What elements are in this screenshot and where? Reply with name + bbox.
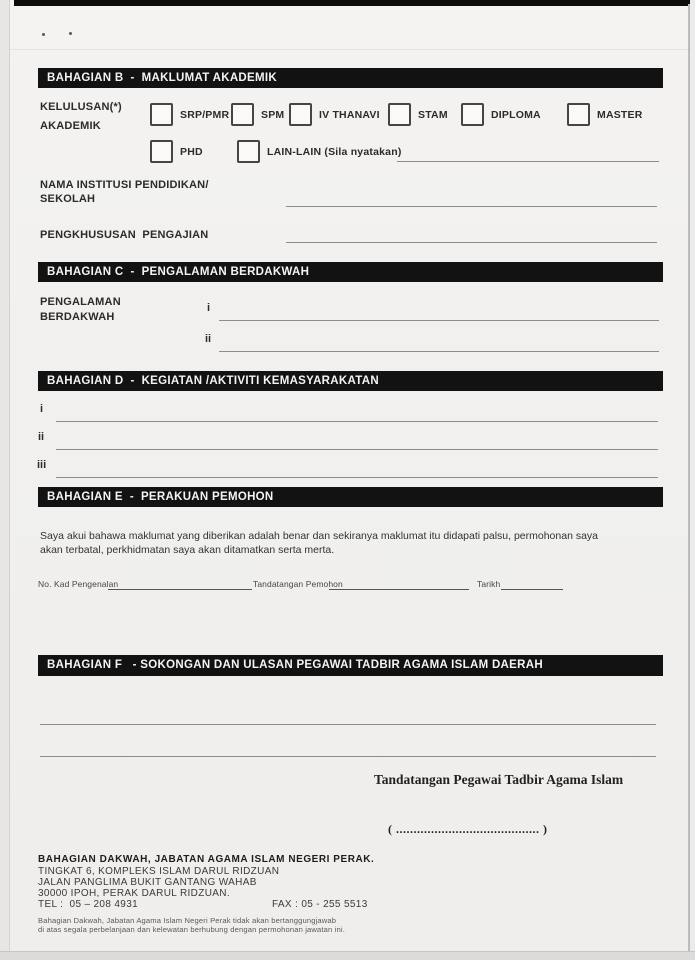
checkbox-label: SRP/PMR <box>180 108 230 121</box>
checkbox-label: STAM <box>418 108 448 121</box>
footer-tel: TEL : 05 – 208 4931 <box>38 899 139 910</box>
pengalaman-label: PENGALAMAN <box>40 296 121 308</box>
section-d-header: BAHAGIAN D - KEGIATAN /AKTIVITI KEMASYARAKATAN <box>38 371 663 391</box>
checkbox-item-master <box>567 103 643 126</box>
checkbox-stam[interactable] <box>388 103 411 126</box>
kelulusan-label: KELULUSAN(*) <box>40 101 122 113</box>
pengkhususan-write-line[interactable] <box>286 242 657 243</box>
checkbox-label: SPM <box>261 108 285 121</box>
item-numeral: i <box>207 302 211 314</box>
checkbox-label: LAIN-LAIN (Sila nyatakan) <box>267 145 402 158</box>
applicant-signature-label: Tandatangan Pemohon <box>253 579 343 589</box>
footer-disclaimer-line1: Bahagian Dakwah, Jabatan Agama Islam Negeri Perak tidak akan bertanggungjawab <box>38 916 337 925</box>
officer-signature-dotted-name: ( ......................................... ) <box>388 822 548 836</box>
scan-artifact-dot <box>69 32 72 35</box>
checkbox-label: PHD <box>180 145 203 158</box>
footer-address-line3: 30000 IPOH, PERAK DARUL RIDZUAN. <box>38 888 230 899</box>
checkbox-item-stam <box>388 103 448 126</box>
ic-number-write-line[interactable] <box>108 589 252 590</box>
checkbox-item-srp-pmr <box>150 103 229 126</box>
pengkhususan-label: PENGKHUSUSAN PENGAJIAN <box>40 229 209 241</box>
sokongan-write-line-2[interactable] <box>40 756 656 757</box>
footer-org-name: BAHAGIAN DAKWAH, JABATAN AGAMA ISLAM NEGERI PERAK. <box>38 854 375 865</box>
kegiatan-write-line-i[interactable] <box>56 421 658 422</box>
scan-edge-line <box>688 4 690 960</box>
scan-streak <box>10 49 690 50</box>
checkbox-phd[interactable] <box>150 140 173 163</box>
nama-institusi-label: NAMA INSTITUSI PENDIDIKAN/ <box>40 179 209 191</box>
checkbox-item-phd <box>150 140 203 163</box>
scan-edge-left <box>0 0 10 960</box>
item-numeral: ii <box>205 333 212 345</box>
scan-artifact-dot <box>42 33 45 36</box>
item-numeral: i <box>40 403 44 415</box>
pengalaman-write-line-ii[interactable] <box>219 351 659 352</box>
pengalaman-write-line-i[interactable] <box>219 320 659 321</box>
scan-edge-right <box>690 0 695 960</box>
section-c-header: BAHAGIAN C - PENGALAMAN BERDAKWAH <box>38 262 663 282</box>
checkbox-label: DIPLOMA <box>491 108 541 121</box>
checkbox-item-iv-thanavi <box>289 103 380 126</box>
sokongan-write-line-1[interactable] <box>40 724 656 725</box>
applicant-signature-write-line[interactable] <box>329 589 469 590</box>
officer-signature-caption: Tandatangan Pegawai Tadbir Agama Islam <box>374 772 624 787</box>
checkbox-iv-thanavi[interactable] <box>289 103 312 126</box>
date-label: Tarikh <box>477 579 501 589</box>
footer-disclaimer-line2: di atas segala perbelanjaan dan kelewatan berhubung dengan permohonan jawatan ini. <box>38 925 345 934</box>
footer-fax: FAX : 05 - 255 5513 <box>272 899 368 910</box>
section-e-header: BAHAGIAN E - PERAKUAN PEMOHON <box>38 487 663 507</box>
lain-lain-write-line[interactable] <box>397 161 659 162</box>
footer-address-line2: JALAN PANGLIMA BUKIT GANTANG WAHAB <box>38 877 257 888</box>
ic-number-label: No. Kad Pengenalan <box>38 579 119 589</box>
checkbox-spm[interactable] <box>231 103 254 126</box>
footer-address-line1: TINGKAT 6, KOMPLEKS ISLAM DARUL RIDZUAN <box>38 866 280 877</box>
declaration-text-line2: akan terbatal, perkhidmatan saya akan ditamatkan serta merta. <box>40 544 335 556</box>
akademik-label: AKADEMIK <box>40 120 101 132</box>
scan-edge-top <box>14 0 695 6</box>
checkbox-label: IV THANAVI <box>319 108 380 121</box>
checkbox-lain-lain[interactable] <box>237 140 260 163</box>
date-write-line[interactable] <box>501 589 563 590</box>
checkbox-diploma[interactable] <box>461 103 484 126</box>
item-numeral: iii <box>37 459 47 471</box>
checkbox-item-spm <box>231 103 284 126</box>
declaration-text-line1: Saya akui bahawa maklumat yang diberikan adalah benar dan sekiranya maklumat itu didapati palsu, permohonan saya <box>40 530 599 542</box>
kegiatan-write-line-iii[interactable] <box>56 477 658 478</box>
berdakwah-label: BERDAKWAH <box>40 311 115 323</box>
kegiatan-write-line-ii[interactable] <box>56 449 658 450</box>
checkbox-item-diploma <box>461 103 541 126</box>
checkbox-item-lain-lain <box>237 140 402 163</box>
checkbox-srp-pmr[interactable] <box>150 103 173 126</box>
nama-institusi-write-line[interactable] <box>286 206 657 207</box>
section-b-header: BAHAGIAN B - MAKLUMAT AKADEMIK <box>38 68 663 88</box>
sekolah-label: SEKOLAH <box>40 193 96 205</box>
checkbox-master[interactable] <box>567 103 590 126</box>
item-numeral: ii <box>38 431 45 443</box>
section-f-header: BAHAGIAN F - SOKONGAN DAN ULASAN PEGAWAI TADBIR AGAMA ISLAM DAERAH <box>38 655 663 676</box>
scan-edge-bottom <box>0 951 695 960</box>
checkbox-label: MASTER <box>597 108 643 121</box>
